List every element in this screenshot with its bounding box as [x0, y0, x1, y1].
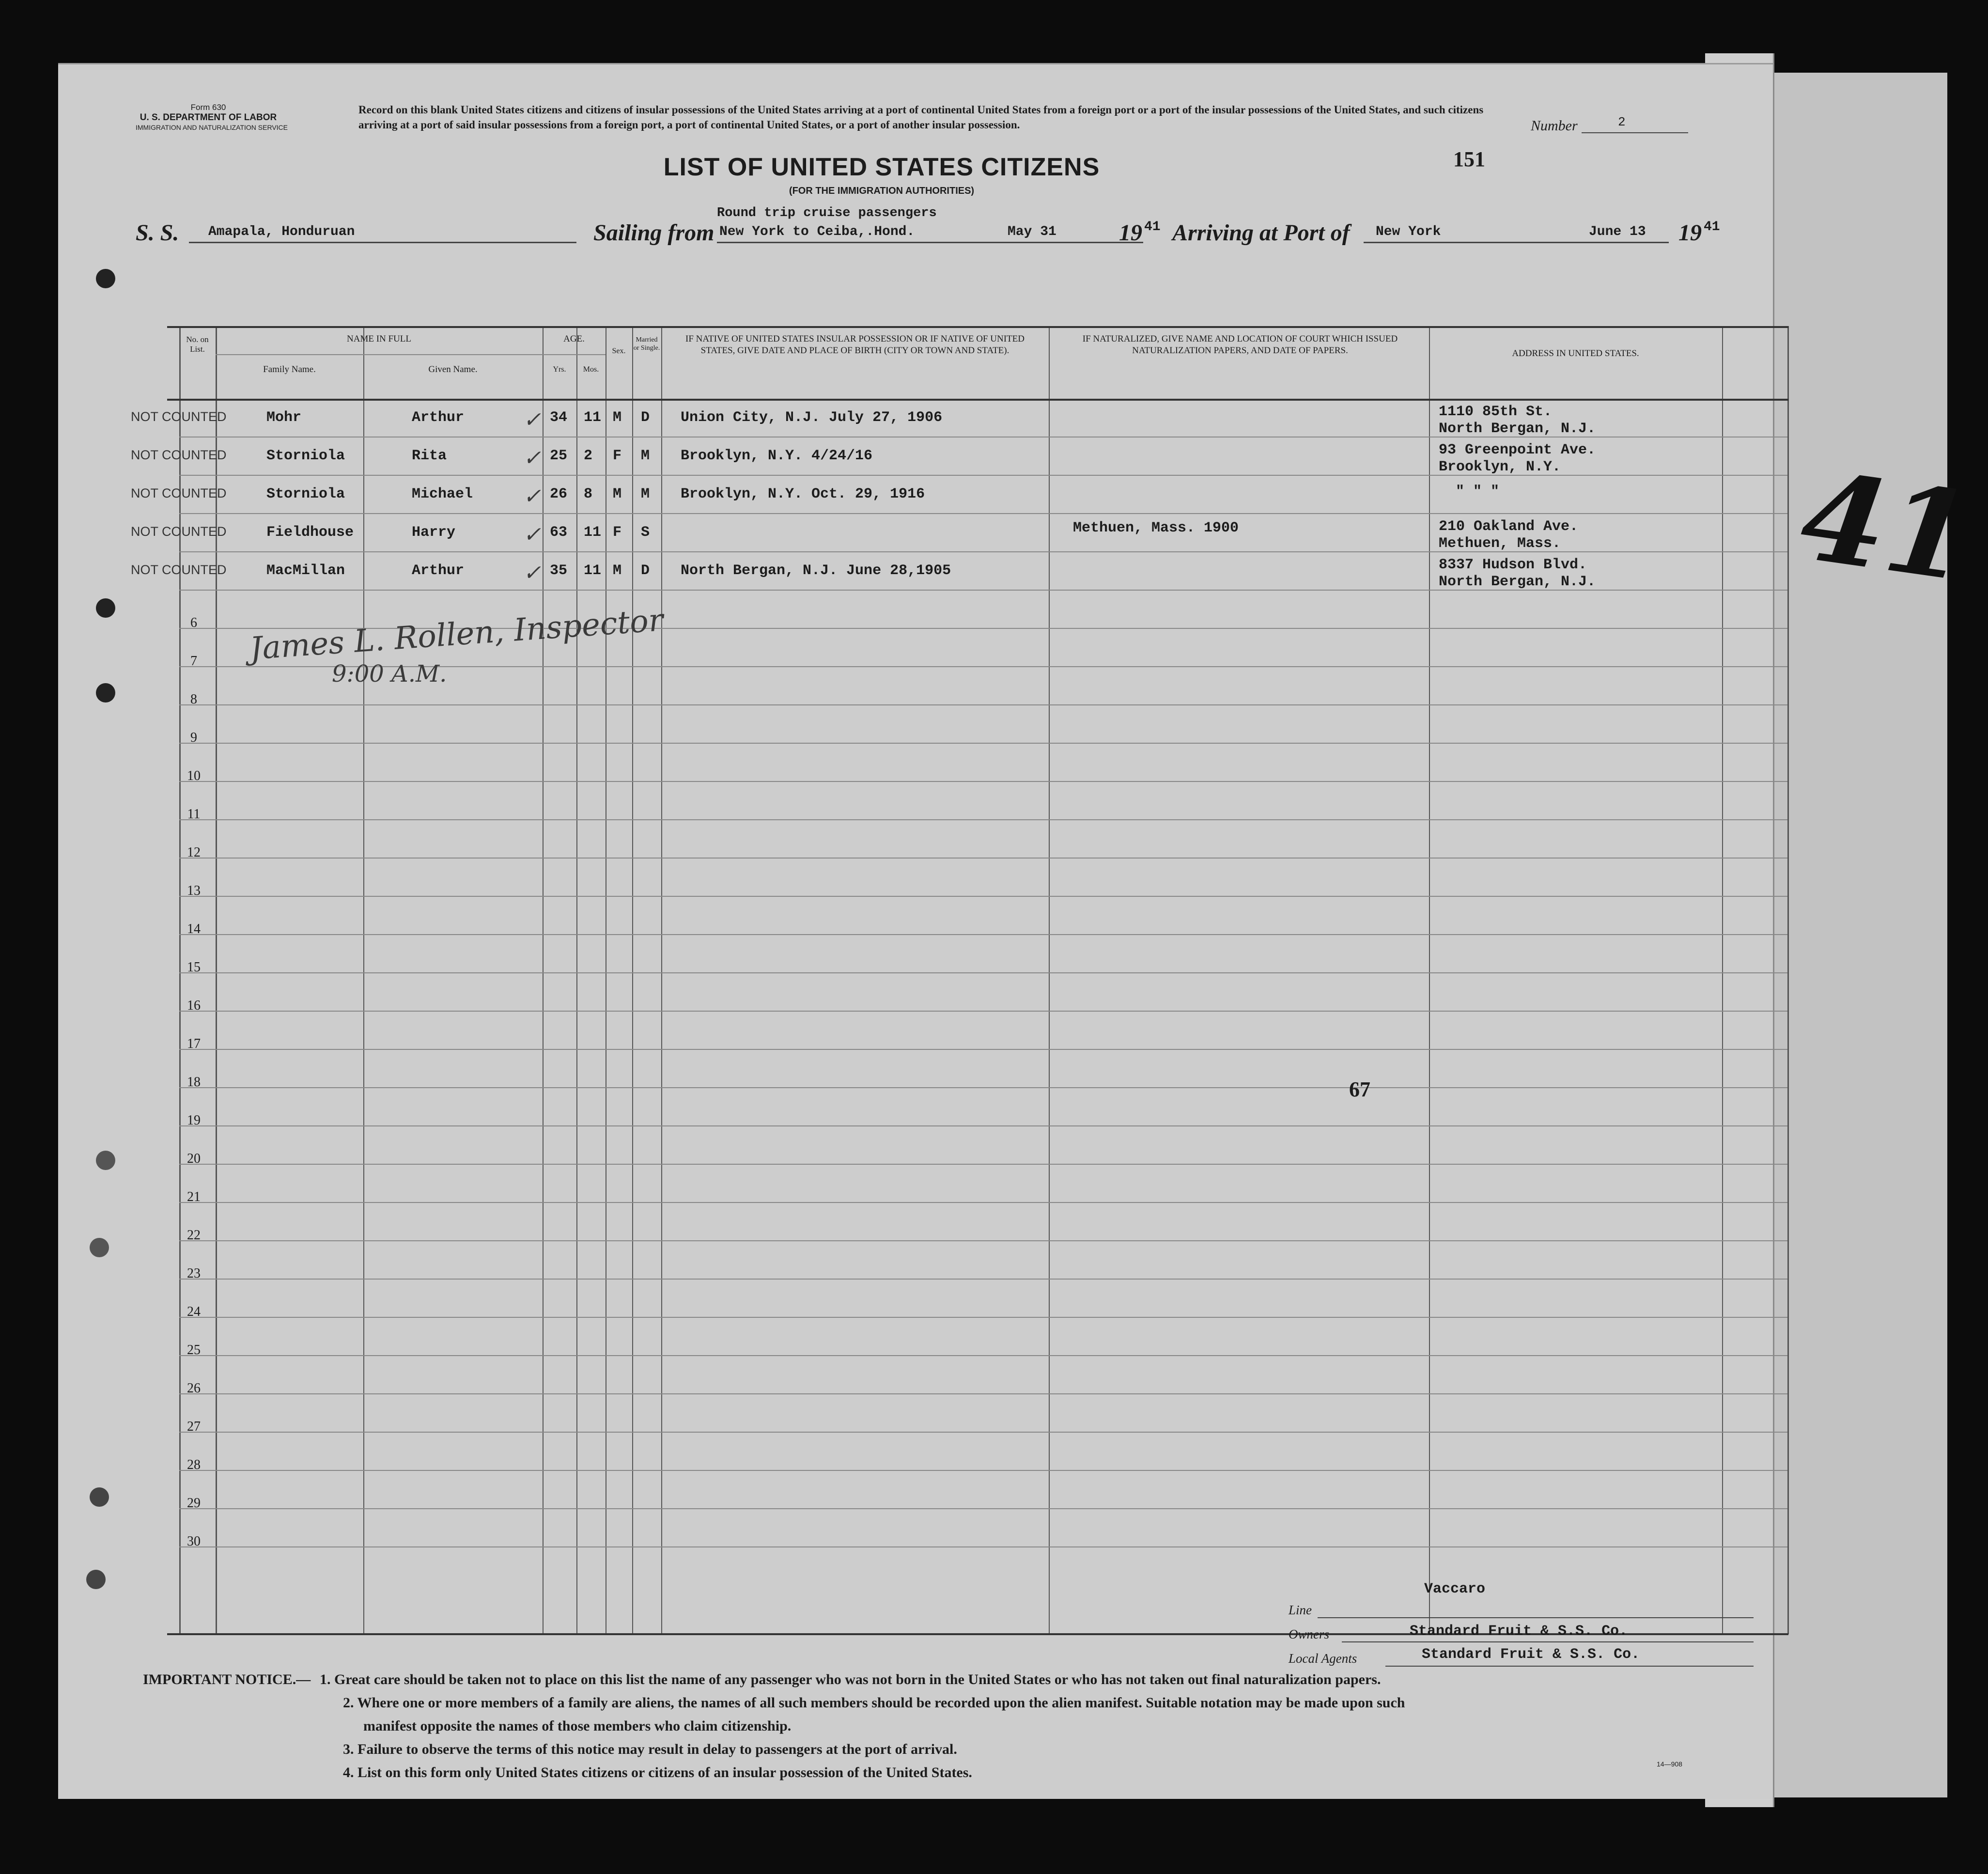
row-number: 12: [187, 845, 201, 860]
col-head-family: Family Name.: [263, 364, 316, 375]
family-name: Storniola: [266, 448, 345, 464]
sailing-underline: [717, 242, 1143, 243]
column-rule: [179, 326, 181, 1634]
number-underline: [1582, 132, 1688, 133]
age-months: 2: [584, 448, 593, 464]
service-name: IMMIGRATION AND NATURALIZATION SERVICE: [136, 124, 288, 131]
punch-hole: [96, 683, 115, 703]
column-rule: [632, 326, 633, 1634]
row-number: 13: [187, 883, 201, 898]
row-number: 6: [190, 615, 197, 630]
family-name: Fieldhouse: [266, 524, 354, 541]
row-rule: [179, 1508, 1787, 1509]
not-counted-stamp: NOT COUNTED: [131, 524, 227, 539]
year-prefix: 19: [1678, 220, 1702, 246]
row-rule: [179, 819, 1787, 820]
birth-place-date: Brooklyn, N.Y. Oct. 29, 1916: [681, 486, 925, 502]
check-mark: ✓: [523, 522, 541, 547]
given-name: Michael: [412, 486, 473, 502]
row-number: 20: [187, 1151, 201, 1166]
address-line-1: 210 Oakland Ave.: [1439, 518, 1579, 535]
row-number: 7: [190, 654, 197, 669]
check-mark: ✓: [523, 407, 541, 432]
not-counted-stamp: NOT COUNTED: [131, 562, 227, 577]
column-rule: [1787, 326, 1789, 1634]
row-number: 27: [187, 1419, 201, 1434]
voyage-line: [136, 206, 1734, 253]
arriving-label: Arriving at Port of: [1172, 220, 1350, 246]
sex: F: [613, 524, 622, 541]
form-number: Form 630: [190, 103, 226, 112]
print-code: 14—908: [1657, 1760, 1682, 1768]
row-rule: [179, 1125, 1787, 1126]
punch-hole: [86, 1570, 106, 1589]
sailing-from: New York to Ceiba,.Hond.: [719, 224, 915, 239]
row-number: 21: [187, 1189, 201, 1204]
arrival-port: New York: [1376, 224, 1441, 239]
col-head-age: AGE.: [563, 334, 585, 344]
row-number: 18: [187, 1075, 201, 1090]
line-underline: [1318, 1617, 1754, 1618]
address-line-1: 8337 Hudson Blvd.: [1439, 557, 1587, 573]
not-counted-stamp: NOT COUNTED: [131, 486, 227, 500]
age-months: 11: [584, 409, 602, 426]
row-rule: [179, 1087, 1787, 1088]
row-rule: [179, 934, 1787, 935]
row-number: 11: [187, 807, 201, 822]
row-rule: [179, 1546, 1787, 1547]
passenger-table: [131, 326, 1788, 1634]
age-years: 63: [550, 524, 568, 541]
birth-place-date: Brooklyn, N.Y. 4/24/16: [681, 448, 873, 464]
inspection-time: 9:00 A.M.: [332, 660, 447, 687]
number-value: 2: [1618, 115, 1626, 129]
owners-value: Standard Fruit & S.S. Co.: [1410, 1623, 1628, 1640]
owners-underline: [1342, 1641, 1754, 1642]
given-name: Harry: [412, 524, 456, 541]
age-years: 35: [550, 562, 568, 579]
row-rule: [179, 1470, 1787, 1471]
col-head-native: IF NATIVE OF UNITED STATES INSULAR POSSESSION OR IF NATIVE OF UNITED STATES, GIVE DATE AND PLACE OF BIRTH (CITY OR TOWN AND STATE).: [685, 334, 1025, 356]
row-rule: [179, 1279, 1787, 1280]
column-rule: [1722, 326, 1723, 1634]
row-rule: [179, 1049, 1787, 1050]
col-head-sex: Sex.: [612, 347, 626, 355]
table-top-rule: [167, 326, 1788, 328]
row-number: 8: [190, 692, 197, 707]
address-line-1: " " ": [1456, 484, 1500, 500]
col-head-married: Married or Single.: [633, 336, 660, 352]
row-rule: [179, 781, 1787, 782]
row-number: 28: [187, 1457, 201, 1472]
manifest-page: [58, 63, 1773, 1799]
notice-item: manifest opposite the names of those members who claim citizenship.: [363, 1718, 792, 1734]
family-name: MacMillan: [266, 562, 345, 579]
row-number: 24: [187, 1304, 201, 1319]
address-line-1: 93 Greenpoint Ave.: [1439, 442, 1596, 458]
address-line-1: 1110 85th St.: [1439, 404, 1553, 420]
number-label: Number: [1531, 118, 1578, 134]
page-title: LIST OF UNITED STATES CITIZENS: [663, 153, 1100, 181]
row-rule: [179, 1317, 1787, 1318]
row-number: 30: [187, 1534, 201, 1549]
check-mark: ✓: [523, 446, 541, 470]
marital-status: S: [641, 524, 650, 541]
agents-label: Local Agents: [1289, 1651, 1357, 1666]
given-name: Arthur: [412, 409, 465, 426]
row-number: 25: [187, 1343, 201, 1358]
age-subheader-rule: [543, 354, 606, 355]
punch-hole: [96, 1151, 115, 1170]
column-rule: [216, 326, 217, 1634]
ship-name: Amapala, Honduruan: [208, 224, 355, 239]
not-counted-stamp: NOT COUNTED: [131, 409, 227, 424]
owners-label: Owners: [1289, 1627, 1330, 1641]
marital-status: D: [641, 562, 650, 579]
row-number: 15: [187, 960, 201, 975]
row-number: 23: [187, 1266, 201, 1281]
arrival-date: June 13: [1589, 224, 1646, 239]
address-line-2: North Bergan, N.J.: [1439, 421, 1596, 437]
row-rule: [179, 972, 1787, 973]
stamp-number: 67: [1349, 1078, 1370, 1101]
row-number: 22: [187, 1228, 201, 1243]
agents-value: Standard Fruit & S.S. Co.: [1422, 1646, 1640, 1663]
row-number: 14: [187, 921, 201, 937]
row-rule: [179, 1240, 1787, 1241]
punch-hole: [96, 598, 115, 618]
row-rule: [179, 1164, 1787, 1165]
table-header-rule: [167, 399, 1788, 401]
sex: F: [613, 448, 622, 464]
col-head-given: Given Name.: [428, 364, 478, 375]
year-prefix: 19: [1119, 220, 1142, 246]
row-rule: [179, 704, 1787, 705]
row-number: 17: [187, 1036, 201, 1051]
marital-status: M: [641, 486, 650, 502]
row-number: 19: [187, 1113, 201, 1128]
age-months: 8: [584, 486, 593, 502]
notice-label: IMPORTANT NOTICE.—: [143, 1671, 311, 1687]
address-line-2: Brooklyn, N.Y.: [1439, 459, 1561, 475]
address-line-2: North Bergan, N.J.: [1439, 574, 1596, 590]
arrival-year: 41: [1704, 219, 1720, 234]
col-head-naturalized: IF NATURALIZED, GIVE NAME AND LOCATION OF COURT WHICH ISSUED NATURALIZATION PAPERS, AND DATE OF PAPERS.: [1082, 334, 1398, 356]
back-sheet: [1763, 73, 1947, 1797]
punch-hole: [90, 1487, 109, 1507]
sail-year: 41: [1144, 219, 1161, 234]
line-label: Line: [1289, 1603, 1312, 1617]
family-name: Storniola: [266, 486, 345, 502]
row-number: 16: [187, 998, 201, 1013]
line-value: Vaccaro: [1424, 1581, 1486, 1597]
marital-status: M: [641, 448, 650, 464]
page-subtitle: (FOR THE IMMIGRATION AUTHORITIES): [789, 186, 975, 196]
column-rule: [661, 326, 662, 1634]
row-number: 26: [187, 1381, 201, 1396]
punch-hole: [96, 269, 115, 288]
page-number: 151: [1453, 147, 1485, 171]
row-rule: [179, 1432, 1787, 1433]
sailing-label: Sailing from: [593, 220, 714, 246]
col-head-mos: Mos.: [583, 365, 599, 374]
check-mark: ✓: [523, 484, 541, 509]
column-rule: [543, 326, 544, 1634]
row-number: 9: [190, 730, 197, 745]
notice-item: 2. Where one or more members of a family are aliens, the names of all such members should be recorded upon the alien manifest. Suitable notation may be made upon such: [343, 1695, 1405, 1711]
age-years: 34: [550, 409, 568, 426]
notice-item: 4. List on this form only United States citizens or citizens of an insular possession of the United States.: [343, 1765, 972, 1780]
row-rule: [179, 1011, 1787, 1012]
row-rule: [179, 858, 1787, 859]
department-name: U. S. DEPARTMENT OF LABOR: [140, 112, 277, 123]
sex: M: [613, 486, 622, 502]
row-rule: [179, 743, 1787, 744]
sail-date: May 31: [1008, 224, 1056, 239]
ss-label: S. S.: [136, 220, 179, 246]
address-line-2: Methuen, Mass.: [1439, 535, 1561, 552]
sex: M: [613, 409, 622, 426]
birth-place-date: North Bergan, N.J. June 28,1905: [681, 562, 951, 579]
not-counted-stamp: NOT COUNTED: [131, 448, 227, 462]
sex: M: [613, 562, 622, 579]
notice-item: 3. Failure to observe the terms of this notice may result in delay to passengers at the port of arrival.: [343, 1741, 957, 1757]
margin-number: 41: [1793, 444, 1980, 609]
col-head-address: ADDRESS IN UNITED STATES.: [1512, 348, 1639, 359]
age-months: 11: [584, 524, 602, 541]
column-rule: [576, 326, 577, 1634]
given-name: Arthur: [412, 562, 465, 579]
intro-text: Record on this blank United States citizens and citizens of insular possessions of the United States arriving at a port of continental United States from a foreign port or a port of the insular possessions of the United States, and such citizens arriving at a port of said insular possessions from a foreign port, a port of continental United States, or a port of another insular possession.: [358, 104, 1484, 131]
agents-underline: [1385, 1666, 1754, 1667]
age-years: 25: [550, 448, 568, 464]
age-years: 26: [550, 486, 568, 502]
row-number: 10: [187, 768, 201, 783]
notice-item: 1. Great care should be taken not to place on this list the name of any passenger who was not born in the United States or who has not taken out final naturalization papers.: [320, 1671, 1381, 1687]
row-rule: [179, 513, 1787, 514]
col-head-yrs: Yrs.: [553, 365, 566, 374]
column-rule: [363, 326, 364, 1634]
col-head-no: No. on List.: [186, 335, 209, 354]
row-rule: [179, 896, 1787, 897]
ship-underline: [189, 242, 576, 243]
inspector-signature: James L. Rollen, Inspector: [248, 602, 665, 667]
column-rule: [1049, 326, 1050, 1634]
row-rule: [179, 1355, 1787, 1356]
row-number: 29: [187, 1496, 201, 1511]
punch-hole: [90, 1238, 109, 1257]
arrival-underline: [1364, 242, 1669, 243]
sailing-note: Round trip cruise passengers: [717, 206, 937, 220]
age-months: 11: [584, 562, 602, 579]
name-subheader-rule: [216, 354, 576, 355]
given-name: Rita: [412, 448, 447, 464]
form-header: [136, 102, 288, 133]
row-rule: [179, 1393, 1787, 1394]
row-rule: [179, 1202, 1787, 1203]
family-name: Mohr: [266, 409, 302, 426]
column-rule: [1429, 326, 1430, 1634]
birth-place-date: Union City, N.J. July 27, 1906: [681, 409, 943, 426]
col-head-name: NAME IN FULL: [347, 334, 411, 344]
naturalization-court: Methuen, Mass. 1900: [1073, 520, 1239, 536]
marital-status: D: [641, 409, 650, 426]
check-mark: ✓: [523, 561, 541, 585]
